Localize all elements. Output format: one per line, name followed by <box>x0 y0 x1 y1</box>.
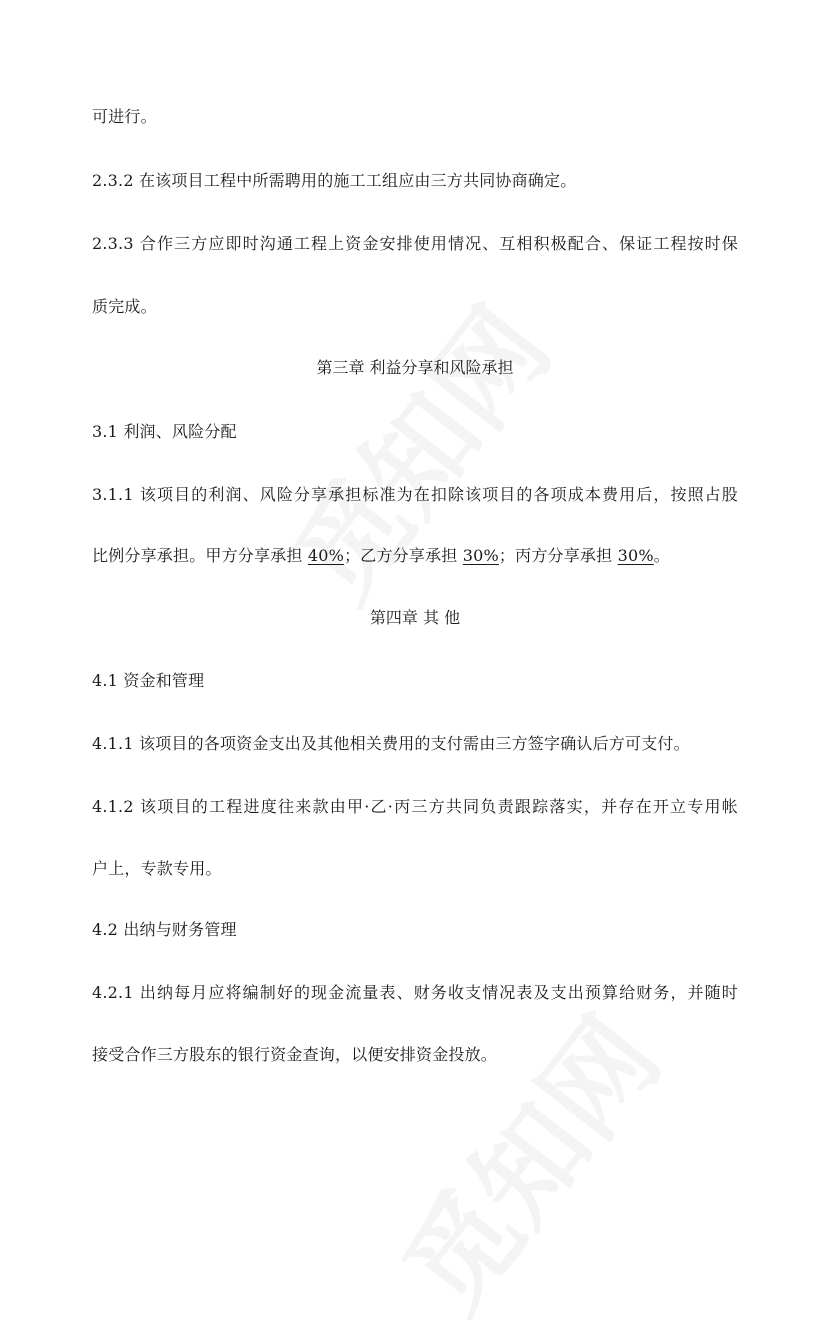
clause-4-1-2-line1: 4.1.2 该项目的工程进度往来款由甲·乙·丙三方共同负责跟踪落实，并存在开立专用帐 <box>92 797 738 816</box>
watermark-bottom <box>361 980 689 1337</box>
clause-4-2-1-line2: 接受合作三方股东的银行资金查询，以便安排资金投放。 <box>92 1045 498 1064</box>
clause-2-3-3-line1: 2.3.3 合作三方应即时沟通工程上资金安排使用情况、互相积极配合、保证工程按时保 <box>92 234 738 253</box>
section-4-1: 4.1 资金和管理 <box>92 671 205 690</box>
paragraph-continuation: 可进行。 <box>92 107 157 126</box>
share-text-3: ；丙方分享承担 <box>498 546 618 565</box>
section-4-2: 4.2 出纳与财务管理 <box>92 920 237 939</box>
share-value-a: 40% <box>307 546 345 565</box>
share-value-b: 30% <box>462 546 499 565</box>
section-3-1: 3.1 利润、风险分配 <box>92 422 237 441</box>
clause-3-1-1-line1: 3.1.1 该项目的利润、风险分享承担标准为在扣除该项目的各项成本费用后，按照占股 <box>92 485 738 504</box>
chapter-3-title: 第三章 利益分享和风险承担 <box>316 358 514 377</box>
share-text-4: 。 <box>653 546 670 565</box>
share-text-1: 比例分享承担。甲方分享承担 <box>92 546 308 565</box>
clause-3-1-1-line2 <box>92 545 670 567</box>
clause-4-1-2-line2: 户上，专款专用。 <box>92 859 222 878</box>
watermark <box>251 270 579 627</box>
clause-4-1-1: 4.1.1 该项目的各项资金支出及其他相关费用的支付需由三方签字确认后方可支付。 <box>92 734 690 753</box>
chapter-4-title: 第四章 其 他 <box>369 608 461 627</box>
clause-2-3-3-line2: 质完成。 <box>92 297 157 316</box>
clause-4-2-1-line1: 4.2.1 出纳每月应将编制好的现金流量表、财务收支情况表及支出预算给财务，并随时 <box>92 983 738 1002</box>
clause-2-3-2: 2.3.2 在该项目工程中所需聘用的施工工组应由三方共同协商确定。 <box>92 171 577 190</box>
share-text-2: ；乙方分享承担 <box>344 546 463 565</box>
share-value-c: 30% <box>617 546 654 565</box>
